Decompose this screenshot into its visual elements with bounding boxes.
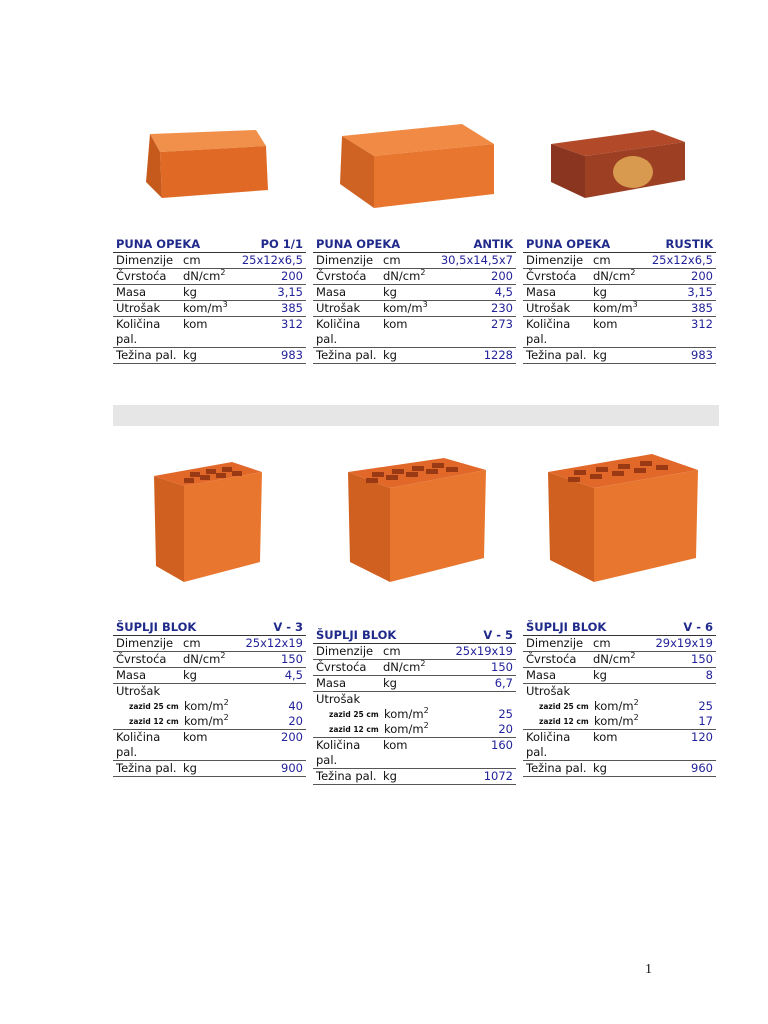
row-utrosak: Utrošak kom/$m^3$ 385 [113, 301, 306, 317]
row-dimenzije: Dimenzije cm 25x19x19 [313, 644, 516, 660]
row-utrosak: Utrošak [116, 684, 161, 698]
product-code: V - 3 [273, 620, 303, 634]
product-code: RUSTIK [665, 237, 713, 251]
product-code: V - 5 [483, 628, 513, 642]
row-kolicina: Količina pal. kom 200 [113, 730, 306, 761]
spec-card-v3 [113, 620, 306, 777]
product-title: PUNA OPEKA [526, 237, 611, 251]
product-title: PUNA OPEKA [116, 237, 201, 251]
row-masa: Masa kg 3,15 [113, 285, 306, 301]
row-masa: Masa kg 4,5 [113, 668, 306, 684]
card-header [113, 237, 306, 253]
row-masa: Masa kg 3,15 [523, 285, 716, 301]
row-dimenzije: Dimenzije cm 25x12x6,5 [523, 253, 716, 269]
row-zazid-12: zazid 12 cm kom/$m^2$ 20 [313, 722, 516, 738]
row-masa: Masa kg 4,5 [313, 285, 516, 301]
spec-card-v6 [523, 620, 716, 777]
product-code: PO 1/1 [260, 237, 303, 251]
row-kolicina: Količina pal. kom 312 [113, 317, 306, 348]
row-cvrstoca: Čvrstoća $dN/cm^2$ 200 [313, 269, 516, 285]
card-header [313, 628, 516, 644]
row-masa: Masa kg 6,7 [313, 676, 516, 692]
row-zazid-25: zazid 25 cm kom/$m^2$ 25 [539, 698, 713, 713]
row-tezina: Težina pal. kg 960 [523, 761, 716, 777]
block-v5-image [342, 454, 492, 588]
row-utrosak: Utrošak [316, 692, 361, 706]
card-header [313, 237, 516, 253]
row-cvrstoca: Čvrstoća $dN/cm^2$ 150 [313, 660, 516, 676]
row-zazid-12: zazid 12 cm kom/$m^2$ 17 [523, 714, 716, 730]
brick-antik-image [332, 118, 502, 213]
row-tezina: Težina pal. kg 900 [113, 761, 306, 777]
product-code: ANTIK [473, 237, 513, 251]
card-header [113, 620, 306, 636]
row-dimenzije: Dimenzije cm 25x12x19 [113, 636, 306, 652]
spec-card-po11 [113, 237, 306, 364]
spec-card-v5 [313, 628, 516, 785]
row-kolicina: Količina pal. kom 273 [313, 317, 516, 348]
spec-card-antik [313, 237, 516, 364]
row-dimenzije: Dimenzije cm 29x19x19 [523, 636, 716, 652]
row-zazid-25: zazid 25 cm kom/$m^2$ 40 [129, 698, 303, 713]
row-utrosak: Utrošak [526, 684, 571, 698]
row-cvrstoca: Čvrstoća $dN/cm^2$ 150 [113, 652, 306, 668]
row-utrosak: Utrošak kom/$m^3$ 385 [523, 301, 716, 317]
row-cvrstoca: Čvrstoća $dN/cm^2$ 200 [523, 269, 716, 285]
product-title: ŠUPLJI BLOK [116, 620, 197, 634]
row-kolicina: Količina pal. kom 160 [313, 738, 516, 769]
row-masa: Masa kg 8 [523, 668, 716, 684]
row-zazid-25: zazid 25 cm kom/$m^2$ 25 [329, 706, 513, 721]
product-title: ŠUPLJI BLOK [316, 628, 397, 642]
brick-rustik-image [545, 126, 693, 208]
product-code: V - 6 [683, 620, 713, 634]
row-cvrstoca: Čvrstoća $dN/cm^2$ 150 [523, 652, 716, 668]
block-v6-image [542, 450, 702, 588]
page-number: 1 [645, 962, 652, 977]
row-dimenzije: Dimenzije cm 25x12x6,5 [113, 253, 306, 269]
card-header [523, 620, 716, 636]
product-title: PUNA OPEKA [316, 237, 401, 251]
row-cvrstoca: Čvrstoća $dN/cm^2$ 200 [113, 269, 306, 285]
row-tezina: Težina pal. kg 1228 [313, 348, 516, 364]
row-utrosak: Utrošak kom/$m^3$ 230 [313, 301, 516, 317]
block-v3-image [150, 458, 270, 590]
row-tezina: Težina pal. kg 983 [113, 348, 306, 364]
card-header [523, 237, 716, 253]
row-zazid-12: zazid 12 cm kom/$m^2$ 20 [113, 714, 306, 730]
row-kolicina: Količina pal. kom 312 [523, 317, 716, 348]
product-title: ŠUPLJI BLOK [526, 620, 607, 634]
spec-card-rustik [523, 237, 716, 364]
row-dimenzije: Dimenzije cm 30,5x14,5x7 [313, 253, 516, 269]
row-tezina: Težina pal. kg 983 [523, 348, 716, 364]
separator-band [113, 405, 719, 426]
row-tezina: Težina pal. kg 1072 [313, 769, 516, 785]
row-kolicina: Količina pal. kom 120 [523, 730, 716, 761]
brick-po11-image [136, 124, 276, 209]
